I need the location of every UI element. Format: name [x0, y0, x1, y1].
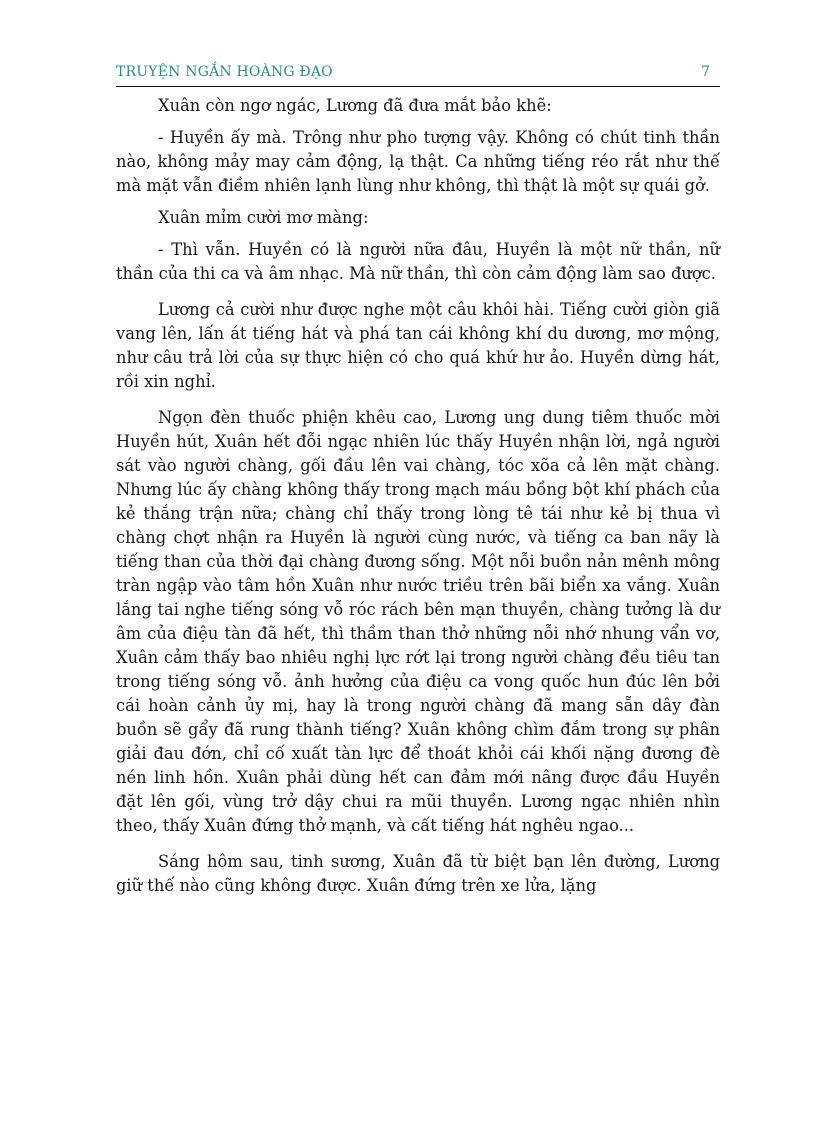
paragraph: - Huyền ấy mà. Trông như pho tượng vậy. Không có chút tinh thần nào, không mảy may cảm động, lạ thật. Ca những tiếng réo rắt như thế mà mặt vẫn điềm nhiên lạnh lùng như không, thì thật là một sự quái gở. [116, 128, 720, 195]
paragraph: Xuân còn ngơ ngác, Lương đã đưa mắt bảo khẽ: [158, 96, 552, 115]
paragraph: Xuân mỉm cười mơ màng: [158, 208, 369, 227]
paragraph: Sáng hôm sau, tinh sương, Xuân đã từ biệt bạn lên đường, Lương giữ thế nào cũng không được. Xuân đứng trên xe lửa, lặng [116, 852, 720, 895]
body-text [116, 94, 720, 906]
paragraph: Lương cả cười như được nghe một câu khôi hài. Tiếng cười giòn giã vang lên, lấn át tiếng hát và phá tan cái không khí du dương, mơ mộng, như câu trả lời của sự thực hiện có cho quá khứ hư ảo. Huyền dừng hát, rồi xin nghỉ. [116, 300, 720, 391]
page-header [116, 62, 720, 87]
running-title: TRUYỆN NGẮN HOÀNG ĐẠO [116, 64, 333, 80]
paragraph: - Thì vẫn. Huyền có là người nữa đâu, Huyền là một nữ thần, nữ thần của thi ca và âm nhạc. Mà nữ thần, thì còn cảm động làm sao được. [116, 240, 720, 283]
page-number: 7 [701, 64, 710, 80]
paragraph: Ngọn đèn thuốc phiện khêu cao, Lương ung dung tiêm thuốc mời Huyền hút, Xuân hết đỗi ngạc nhiên lúc thấy Huyền nhận lời, ngả người sát vào người chàng, gối đầu lên vai chàng, tóc xõa cả lên mặt chàng. Nhưng lúc ấy chàng không thấy trong mạch máu bồng bột khí phách của kẻ thắng trận nữa; chàng chỉ thấy trong lòng tê tái như kẻ bị thua vì chàng chợt nhận ra Huyền là người cùng nước, và tiếng ca ban nãy là tiếng than của thời đại chàng đương sống. Một nỗi buồn nản mênh mông tràn ngập vào tâm hồn Xuân như nước triều trên bãi biển xa vắng. Xuân lắng tai nghe tiếng sóng vỗ róc rách bên mạn thuyền, chàng tưởng là dư âm của điệu tàn đã hết, thì thầm than thở những nỗi nhớ nhung vẩn vơ, Xuân cảm thấy bao nhiêu nghị lực rớt lại trong người chàng đều tiêu tan trong tiếng sóng vỗ. ảnh hưởng của điệu ca vong quốc hun đúc lên bởi cái hoàn cảnh ủy mị, hay là trong người chàng đã mang sẵn dây đàn buồn sẽ gẩy đã rung thành tiếng? Xuân không chìm đắm trong sự phân giải đau đớn, chỉ cố xuất tàn lực để thoát khỏi cái khối nặng đương đè nén linh hồn. Xuân phải dùng hết can đảm mới nâng được đầu Huyền đặt lên gối, vùng trở dậy chui ra mũi thuyền. Lương ngạc nhiên nhìn theo, thấy Xuân đứng thở mạnh, và cất tiếng hát nghêu ngao... [116, 408, 720, 835]
